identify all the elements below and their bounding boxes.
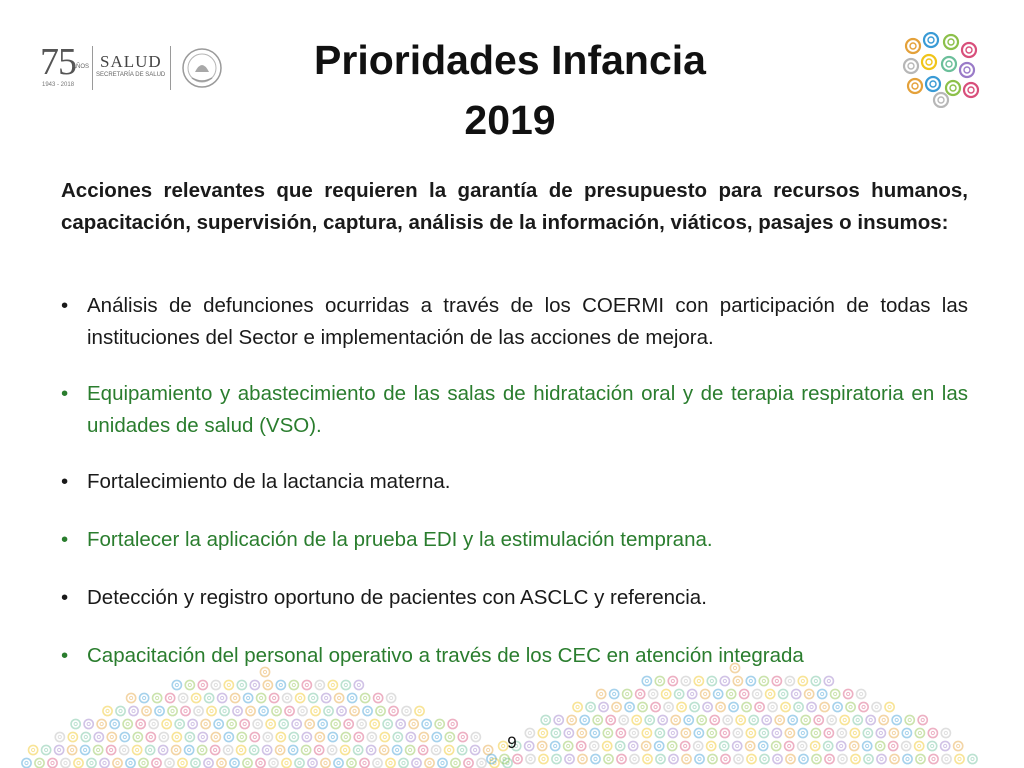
bullet-marker: • <box>61 294 69 317</box>
bullet-marker: • <box>61 528 69 551</box>
list-item <box>61 290 968 354</box>
list-item <box>61 582 968 614</box>
logo-divider <box>170 46 171 90</box>
list-item <box>61 378 968 442</box>
anniversary-logo-number: 75 <box>40 41 76 83</box>
bullet-marker: • <box>61 470 69 493</box>
list-item <box>61 524 968 556</box>
page-title-year: 2019 <box>464 97 556 143</box>
bullet-marker: • <box>61 382 69 405</box>
salud-logo-text: SALUD <box>100 52 162 71</box>
circles-logo-icon <box>901 32 981 108</box>
coat-of-arms-icon <box>180 44 224 92</box>
anniversary-logo-years: AÑOS <box>72 64 90 70</box>
bullet-marker: • <box>61 586 69 609</box>
list-item <box>61 640 968 672</box>
page-title: Prioridades Infancia <box>314 37 706 83</box>
list-item-text: Fortalecer la aplicación de la prueba EDI y la estimulación temprana. <box>87 528 713 551</box>
intro-paragraph: Acciones relevantes que requieren la garantía de presupuesto para recursos humanos, capacitación, supervisión, captura, análisis de la información, viáticos, pasajes o insumos: <box>61 179 968 234</box>
anniversary-logo-range: 1943 - 2018 <box>42 82 75 88</box>
bullet-marker: • <box>61 644 69 667</box>
logo-divider <box>92 46 93 90</box>
salud-logo-subtitle: SECRETARÍA DE SALUD <box>96 72 166 78</box>
list-item-text: Fortalecimiento de la lactancia materna. <box>87 470 451 493</box>
list-item-text: Equipamiento y abastecimiento de las salas de hidratación oral y de terapia respiratoria en las unidades de salud (VSO). <box>87 382 968 437</box>
list-item-text: Detección y registro oportuno de pacientes con ASCLC y referencia. <box>87 586 707 609</box>
list-item-text: Análisis de defunciones ocurridas a través de los COERMI con participación de todas las instituciones del Sector e implementación de las acciones de mejora. <box>87 294 968 349</box>
page-number: 9 <box>507 733 517 752</box>
list-item <box>61 466 968 498</box>
list-item-text: Capacitación del personal operativo a través de los CEC en atención integrada <box>87 644 804 667</box>
